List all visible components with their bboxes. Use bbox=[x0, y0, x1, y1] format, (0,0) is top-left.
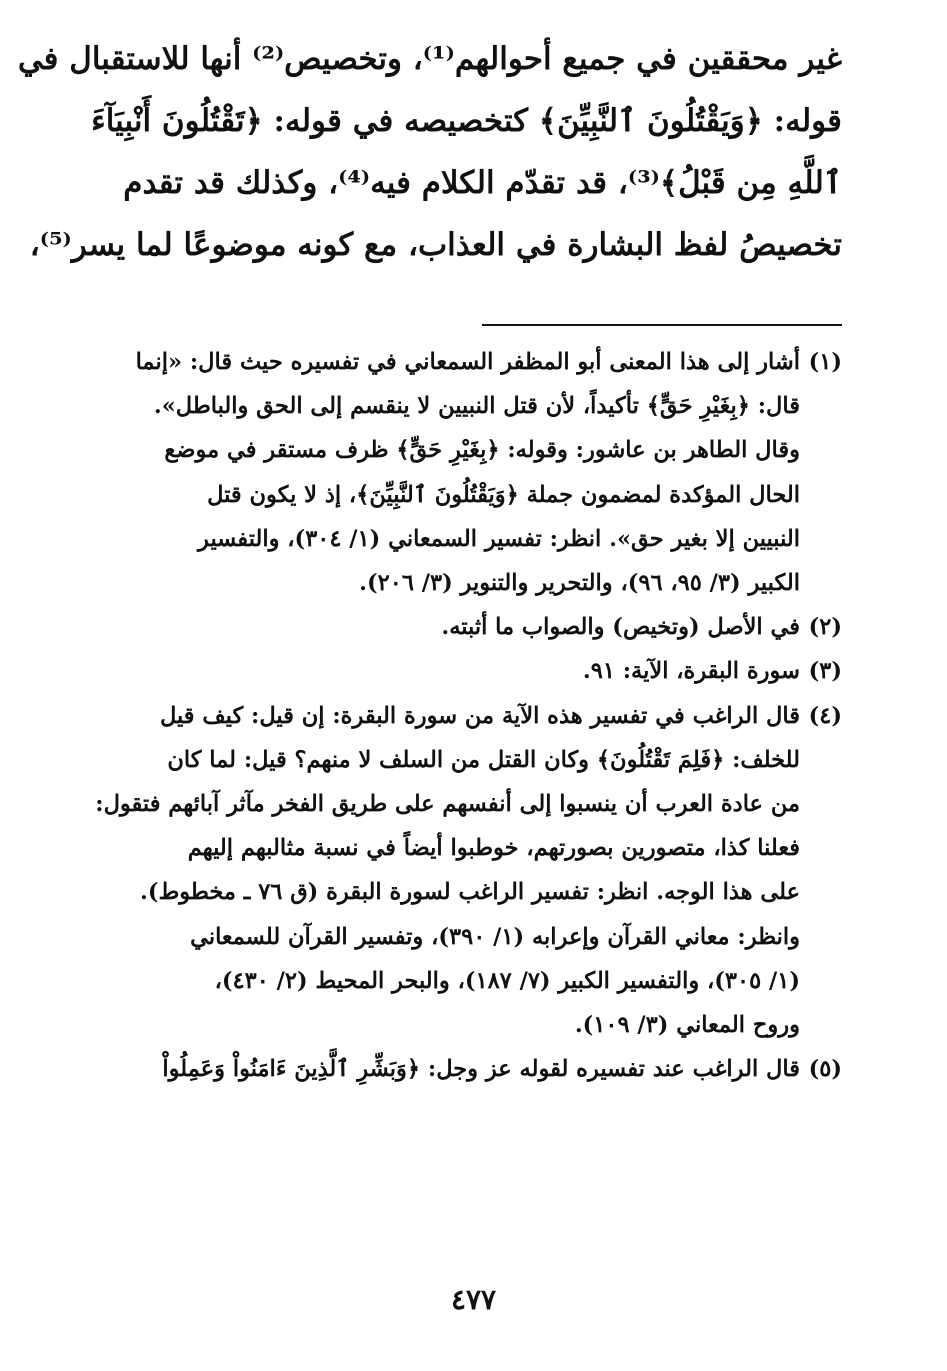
footnote-2 bbox=[108, 605, 842, 649]
footnote-line: النبيين إلا بغير حق». انظر: تفسير السمعاني (١/ ٣٠٤)، والتفسير bbox=[198, 525, 800, 552]
footnote-line: (١/ ٣٠٥)، والتفسير الكبير (٧/ ١٨٧)، والبحر المحيط (٢/ ٤٣٠)، bbox=[214, 967, 800, 994]
footnote-5 bbox=[108, 1047, 842, 1091]
footnote-3 bbox=[108, 649, 842, 693]
footnote-number: (٤) bbox=[808, 702, 842, 729]
main-text-line: تخصيصُ لفظ البشارة في العذاب، مع كونه موضوعًا لما يسر⁽⁵⁾، bbox=[29, 227, 842, 263]
footnote-line: قال: ﴿بِغَيْرِ حَقٍّ﴾ تأكيداً، لأن قتل النبيين لا ينقسم إلى الحق والباطل». bbox=[153, 393, 800, 420]
footnote-number: (١) bbox=[808, 349, 842, 375]
footnote-line: أشار إلى هذا المعنى أبو المظفر السمعاني في تفسيره حيث قال: «إنما bbox=[135, 349, 800, 375]
footnote-text bbox=[108, 1047, 800, 1091]
footnote-4 bbox=[95, 694, 842, 1048]
footnote-line: قال الراغب عند تفسيره لقوله عز وجل: ﴿وَبَشِّرِ ٱلَّذِينَ ءَامَنُواْ وَعَمِلُواْ bbox=[162, 1056, 800, 1083]
footnote-text bbox=[108, 649, 800, 693]
page-number: ٤٧٧ bbox=[450, 1283, 497, 1316]
footnote-line: من عادة العرب أن ينسبوا إلى أنفسهم على طريق الفخر مآثر آبائهم فتقول: bbox=[95, 791, 800, 818]
footnote-line: الحال المؤكدة لمضمون جملة ﴿وَيَقْتُلُونَ ٱلنَّبِيِّنَ﴾، إذ لا يكون قتل bbox=[207, 481, 800, 508]
footnote-line: فعلنا كذا، متصورين بصورتهم، خوطبوا أيضاً في نسبة مثالبهم إليهم bbox=[187, 835, 800, 862]
footnote-line: للخلف: ﴿فَلِمَ تَقْتُلُونَ﴾ وكان القتل من السلف لا منهم؟ قيل: لما كان bbox=[167, 746, 800, 773]
footnote-number: (٢) bbox=[808, 614, 842, 641]
footnote-separator bbox=[482, 324, 842, 326]
footnote-text bbox=[108, 340, 800, 605]
footnote-line: الكبير (٣/ ٩٥، ٩٦)، والتحرير والتنوير (٣/ ٢٠٦). bbox=[359, 570, 800, 597]
footnote-line: وقال الطاهر بن عاشور: وقوله: ﴿بِغَيْرِ حَقٍّ﴾ ظرف مستقر في موضع bbox=[164, 437, 800, 464]
main-text bbox=[17, 28, 842, 276]
main-text-line: قوله: ﴿وَيَقْتُلُونَ ٱلنَّبِيِّنَ﴾ كتخصيصه في قوله: ﴿تَقْتُلُونَ أَنْبِيَآءَ bbox=[91, 103, 842, 139]
footnote-line: وانظر: معاني القرآن وإعرابه (١/ ٣٩٠)، وتفسير القرآن للسمعاني bbox=[190, 923, 800, 950]
footnote-line: وروح المعاني (٣/ ١٠٩). bbox=[574, 1012, 800, 1039]
footnote-1 bbox=[108, 340, 842, 605]
footnote-line: في الأصل (وتخيص) والصواب ما أثبته. bbox=[441, 614, 800, 641]
footnote-line: على هذا الوجه. انظر: تفسير الراغب لسورة البقرة (ق ٧٦ ـ مخطوط). bbox=[140, 879, 800, 906]
footnotes bbox=[95, 340, 842, 1091]
footnote-text bbox=[95, 694, 800, 1048]
main-text-line: ٱللَّهِ مِن قَبْلُ﴾⁽³⁾، قد تقدّم الكلام فيه⁽⁴⁾، وكذلك قد تقدم bbox=[123, 165, 842, 201]
footnote-line: قال الراغب في تفسير هذه الآية من سورة البقرة: إن قيل: كيف قيل bbox=[159, 702, 800, 729]
footnote-number: (٣) bbox=[808, 658, 842, 685]
footnote-text bbox=[108, 605, 800, 649]
footnote-number: (٥) bbox=[808, 1056, 842, 1083]
main-text-line: غير محققين في جميع أحوالهم⁽¹⁾، وتخصيص⁽²⁾ أنها للاستقبال في bbox=[17, 41, 842, 77]
footnote-line: سورة البقرة، الآية: ٩١. bbox=[582, 658, 800, 685]
